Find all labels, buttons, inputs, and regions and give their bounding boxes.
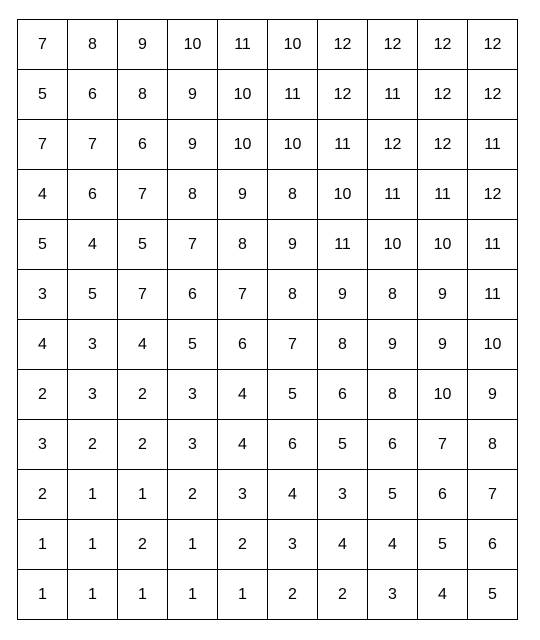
grid-cell: 4 [18, 170, 68, 220]
grid-cell: 3 [68, 320, 118, 370]
grid-cell: 10 [318, 170, 368, 220]
grid-cell: 4 [118, 320, 168, 370]
grid-row [18, 120, 518, 170]
grid-cell: 1 [68, 520, 118, 570]
grid-cell: 12 [418, 120, 468, 170]
grid-cell: 9 [268, 220, 318, 270]
grid-cell: 9 [468, 370, 518, 420]
grid-cell: 10 [418, 220, 468, 270]
grid-cell: 6 [68, 170, 118, 220]
grid-cell: 9 [418, 320, 468, 370]
grid-row [18, 520, 518, 570]
grid-cell: 11 [468, 270, 518, 320]
grid-cell: 2 [268, 570, 318, 620]
grid-cell: 5 [168, 320, 218, 370]
grid-cell: 2 [318, 570, 368, 620]
grid-cell: 6 [168, 270, 218, 320]
grid-cell: 7 [68, 120, 118, 170]
grid-cell: 4 [218, 370, 268, 420]
grid-cell: 7 [118, 170, 168, 220]
grid-cell: 5 [118, 220, 168, 270]
grid-cell: 5 [18, 220, 68, 270]
grid-cell: 8 [268, 270, 318, 320]
grid-row [18, 220, 518, 270]
grid-cell: 5 [368, 470, 418, 520]
grid-cell: 4 [218, 420, 268, 470]
grid-cell: 11 [468, 220, 518, 270]
grid-cell: 11 [318, 120, 368, 170]
grid-cell: 9 [168, 70, 218, 120]
number-grid-body [18, 20, 518, 620]
grid-cell: 6 [268, 420, 318, 470]
grid-cell: 5 [68, 270, 118, 320]
grid-cell: 8 [368, 370, 418, 420]
grid-cell: 3 [318, 470, 368, 520]
grid-row [18, 570, 518, 620]
grid-cell: 3 [168, 370, 218, 420]
grid-cell: 3 [68, 370, 118, 420]
grid-cell: 10 [468, 320, 518, 370]
grid-cell: 11 [218, 20, 268, 70]
grid-cell: 4 [418, 570, 468, 620]
grid-cell: 10 [268, 20, 318, 70]
grid-cell: 9 [168, 120, 218, 170]
grid-cell: 7 [118, 270, 168, 320]
grid-cell: 2 [18, 470, 68, 520]
grid-row [18, 270, 518, 320]
grid-cell: 4 [268, 470, 318, 520]
grid-cell: 7 [18, 20, 68, 70]
grid-cell: 1 [118, 470, 168, 520]
grid-cell: 12 [468, 170, 518, 220]
grid-cell: 11 [368, 170, 418, 220]
grid-cell: 11 [368, 70, 418, 120]
grid-cell: 6 [318, 370, 368, 420]
grid-cell: 6 [118, 120, 168, 170]
number-grid [17, 19, 518, 620]
grid-cell: 2 [218, 520, 268, 570]
grid-cell: 5 [18, 70, 68, 120]
grid-cell: 11 [268, 70, 318, 120]
grid-cell: 12 [468, 20, 518, 70]
grid-cell: 3 [268, 520, 318, 570]
grid-cell: 5 [318, 420, 368, 470]
grid-cell: 3 [218, 470, 268, 520]
grid-cell: 1 [18, 520, 68, 570]
grid-cell: 5 [418, 520, 468, 570]
grid-cell: 12 [468, 70, 518, 120]
grid-cell: 10 [368, 220, 418, 270]
grid-cell: 9 [368, 320, 418, 370]
grid-cell: 8 [318, 320, 368, 370]
grid-cell: 1 [68, 570, 118, 620]
grid-cell: 10 [218, 70, 268, 120]
grid-cell: 3 [18, 270, 68, 320]
grid-cell: 4 [68, 220, 118, 270]
grid-cell: 8 [268, 170, 318, 220]
grid-cell: 8 [118, 70, 168, 120]
grid-cell: 3 [168, 420, 218, 470]
grid-cell: 3 [18, 420, 68, 470]
grid-cell: 2 [118, 370, 168, 420]
grid-cell: 6 [368, 420, 418, 470]
grid-cell: 2 [18, 370, 68, 420]
grid-cell: 7 [418, 420, 468, 470]
grid-row [18, 320, 518, 370]
grid-cell: 4 [368, 520, 418, 570]
grid-row [18, 20, 518, 70]
grid-cell: 1 [68, 470, 118, 520]
grid-cell: 11 [468, 120, 518, 170]
grid-cell: 2 [68, 420, 118, 470]
grid-cell: 12 [418, 20, 468, 70]
grid-cell: 5 [268, 370, 318, 420]
grid-cell: 5 [468, 570, 518, 620]
grid-cell: 8 [168, 170, 218, 220]
grid-cell: 2 [118, 520, 168, 570]
grid-cell: 9 [218, 170, 268, 220]
grid-cell: 7 [218, 270, 268, 320]
grid-cell: 2 [118, 420, 168, 470]
grid-row [18, 70, 518, 120]
grid-cell: 1 [168, 520, 218, 570]
grid-cell: 1 [168, 570, 218, 620]
grid-cell: 10 [168, 20, 218, 70]
grid-cell: 11 [318, 220, 368, 270]
grid-cell: 2 [168, 470, 218, 520]
grid-row [18, 170, 518, 220]
grid-cell: 1 [18, 570, 68, 620]
grid-cell: 7 [468, 470, 518, 520]
grid-cell: 3 [368, 570, 418, 620]
grid-cell: 11 [418, 170, 468, 220]
grid-cell: 10 [268, 120, 318, 170]
grid-cell: 12 [318, 20, 368, 70]
grid-cell: 8 [218, 220, 268, 270]
grid-cell: 8 [368, 270, 418, 320]
grid-cell: 8 [468, 420, 518, 470]
grid-cell: 7 [168, 220, 218, 270]
grid-cell: 4 [318, 520, 368, 570]
grid-cell: 1 [218, 570, 268, 620]
grid-cell: 9 [318, 270, 368, 320]
grid-cell: 6 [468, 520, 518, 570]
grid-cell: 6 [218, 320, 268, 370]
grid-cell: 4 [18, 320, 68, 370]
grid-cell: 1 [118, 570, 168, 620]
grid-cell: 9 [418, 270, 468, 320]
grid-cell: 6 [68, 70, 118, 120]
grid-cell: 7 [268, 320, 318, 370]
grid-cell: 10 [418, 370, 468, 420]
grid-cell: 12 [368, 20, 418, 70]
grid-cell: 10 [218, 120, 268, 170]
grid-cell: 8 [68, 20, 118, 70]
grid-row [18, 370, 518, 420]
grid-cell: 6 [418, 470, 468, 520]
grid-cell: 12 [368, 120, 418, 170]
grid-cell: 12 [418, 70, 468, 120]
grid-cell: 12 [318, 70, 368, 120]
grid-row [18, 420, 518, 470]
grid-cell: 9 [118, 20, 168, 70]
grid-row [18, 470, 518, 520]
grid-cell: 7 [18, 120, 68, 170]
